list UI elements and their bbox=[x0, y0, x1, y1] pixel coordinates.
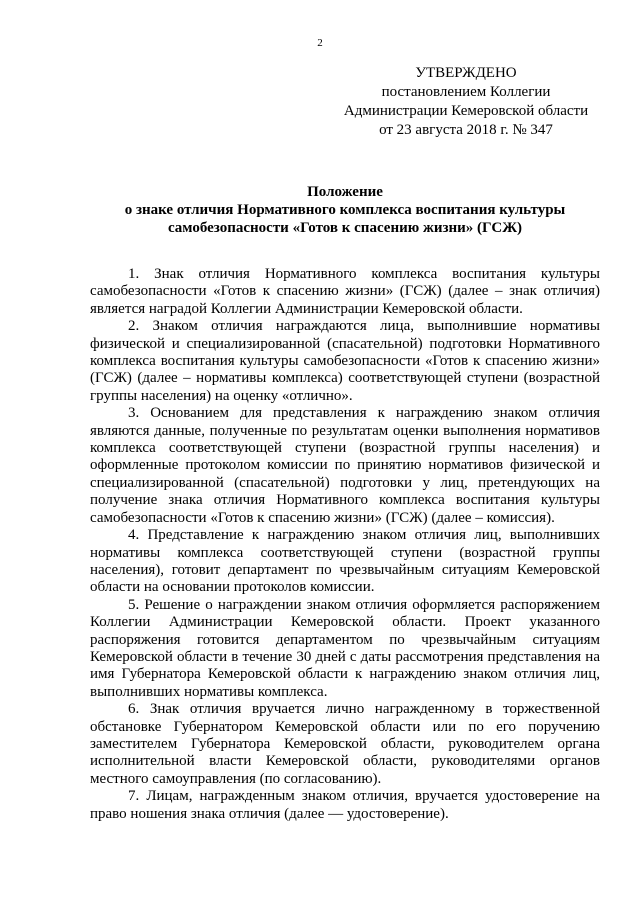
document-title: Положение bbox=[307, 184, 383, 200]
approval-line: Администрации Кемеровской области bbox=[343, 103, 589, 119]
paragraph-6: 6. Знак отличия вручается лично награжденному в торжественной обстановке Губернатором Кемеровской области или по его поручению заместителем Губернатора Кемеровской области, руководителем органа исполнительной власти Кемеровской области, руководителями органов местного самоуправления (по согласованию). bbox=[90, 701, 600, 787]
page-number: 2 bbox=[317, 37, 323, 49]
paragraph-1: 1. Знак отличия Нормативного комплекса воспитания культуры самобезопасности «Готов к спасению жизни» (ГСЖ) (далее – знак отличия) является наградой Коллегии Администрации Кемеровской области. bbox=[90, 266, 600, 317]
document-subtitle-line: самобезопасности «Готов к спасению жизни» (ГСЖ) bbox=[167, 220, 523, 236]
document-body bbox=[90, 266, 600, 823]
approval-line: постановлением Коллегии bbox=[381, 84, 551, 100]
approval-date-line: от 23 августа 2018 г. № 347 bbox=[379, 122, 553, 138]
document-heading bbox=[90, 183, 600, 237]
approval-block bbox=[336, 64, 596, 140]
paragraph-7: 7. Лицам, награжденным знаком отличия, вручается удостоверение на право ношения знака отличия (далее — удостоверение). bbox=[90, 788, 600, 822]
document-subtitle-line: о знаке отличия Нормативного комплекса воспитания культуры bbox=[124, 202, 566, 218]
paragraph-4: 4. Представление к награждению знаком отличия лиц, выполнивших нормативы комплекса соответствующей ступени (возрастной группы населения), готовит департамент по чрезвычайным ситуациям Кемеровской области на основании протоколов комиссии. bbox=[90, 527, 600, 596]
approval-title: УТВЕРЖДЕНО bbox=[415, 65, 517, 81]
paragraph-5: 5. Решение о награждении знаком отличия оформляется распоряжением Коллегии Администрации Кемеровской области. Проект указанного распоряжения готовится департаментом по чрезвычайным ситуациям Кемеровской области в течение 30 дней с даты рассмотрения представления на имя Губернатора Кемеровской области к награждению знаком отличия лиц, выполнивших нормативы комплекса. bbox=[90, 596, 600, 700]
paragraph-2: 2. Знаком отличия награждаются лица, выполнившие нормативы физической и специализированной (спасательной) подготовки Нормативного комплекса воспитания культуры самобезопасности «Готов к спасению жизни» (ГСЖ) (далее – нормативы комплекса) соответствующей ступени (возрастной группы населения) на оценку «отлично». bbox=[90, 318, 600, 404]
paragraph-3: 3. Основанием для представления к награждению знаком отличия являются данные, полученные по результатам оценки выполнения нормативов комплекса соответствующей ступени (возрастной группы населения) и оформленные протоколом комиссии по принятию нормативов физической и специализированной (спасательной) подготовки у лиц, претендующих на получение знака отличия Нормативного комплекса воспитания культуры самобезопасности «Готов к спасению жизни» (ГСЖ) (далее – комиссия). bbox=[90, 405, 600, 526]
